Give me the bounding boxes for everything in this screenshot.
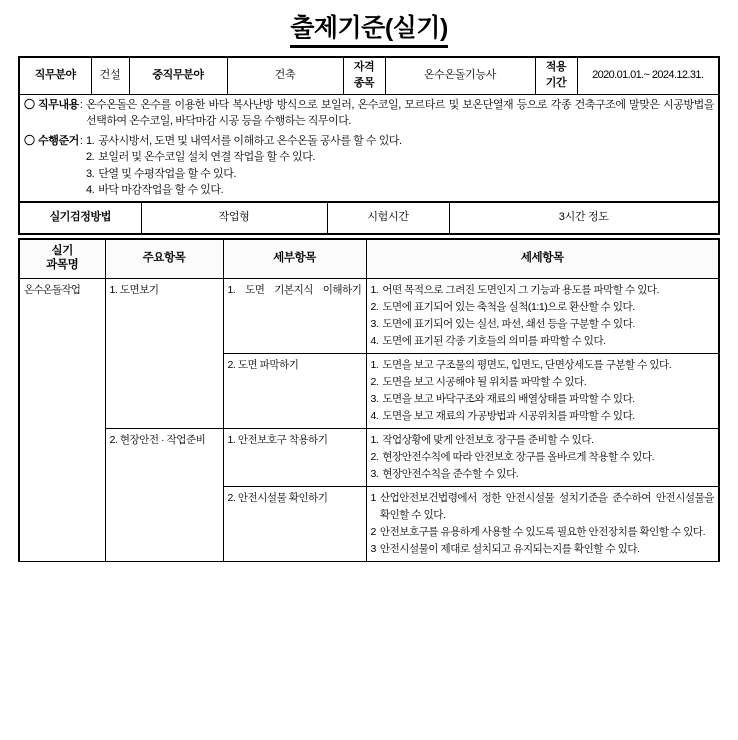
value-job-field: 건설 [91, 57, 129, 94]
sub-item-number: 2. [370, 300, 379, 313]
label-qualification [343, 57, 385, 94]
duty-text: 온수온돌은 온수를 이용한 바닥 복사난방 방식으로 보일러, 온수코일, 모르타르 및 보온단열재 등으로 각종 건축구조에 말맞은 시공방법을 선택하여 온수코일, 바닥마감 시공 등을 수행하는 직무이다. [85, 98, 714, 128]
sub-item-text: 현장안전수칙에 따라 안전보호 장구를 올바르게 착용할 수 있다. [382, 450, 655, 463]
list-item [371, 524, 715, 541]
sub-item-text: 도면을 보고 시공해야 될 위치를 파막할 수 있다. [382, 375, 587, 388]
sub-item-text: 도면에 표기되어 있는 실선, 파선, 쇄선 등을 구분할 수 있다. [382, 317, 635, 330]
list-item [371, 541, 715, 558]
criteria-item-number: 4. [85, 184, 95, 197]
sub-item-number: 1. [370, 283, 379, 296]
criteria-item-number: 3. [85, 167, 95, 180]
label-qualification-line2: 종목 [353, 76, 375, 89]
value-exam-time: 3시간 정도 [449, 202, 719, 234]
label-exam-time: 시험시간 [327, 202, 449, 234]
list-item [371, 466, 715, 483]
sub-item-text: 도면에 표기되어 있는 축척을 실척(1:1)으로 환산할 수 있다. [382, 300, 635, 313]
label-period-line2: 기간 [545, 76, 567, 89]
value-mid-job-field: 건축 [227, 57, 343, 94]
cell-major-item: 2. 현장안전 · 작업준비 [105, 428, 223, 561]
label-period [535, 57, 577, 94]
sub-item-number: 1. [370, 433, 379, 446]
detail-title: 1. 안전보호구 착용하기 [227, 433, 328, 446]
sub-item-list [371, 357, 715, 425]
label-mid-job-field: 중직무분야 [129, 57, 227, 94]
cell-subject-name [19, 278, 105, 561]
duty-content-row [24, 97, 714, 130]
table-row [19, 278, 719, 353]
sub-item-number: 3. [370, 317, 379, 330]
exam-content-table [18, 238, 720, 562]
title-container [0, 0, 738, 54]
column-header-detail: 세부항목 [223, 239, 366, 279]
sub-item-number: 3. [370, 392, 379, 405]
column-header-major: 주요항목 [105, 239, 223, 279]
sub-item-number: 4. [370, 409, 379, 422]
info-row [19, 57, 719, 94]
column-header-sub: 세세항목 [366, 239, 719, 279]
criteria-item-text: 단열 및 수평작업을 할 수 있다. [98, 167, 236, 180]
sub-item-number: 1 [370, 491, 376, 504]
criteria-item-text: 보일러 및 온수코일 설치 연결 작업을 할 수 있다. [98, 151, 316, 164]
column-header-subject-line1: 실기 [51, 245, 73, 258]
sub-item-number: 4. [370, 334, 379, 347]
sub-item-number: 3 [370, 542, 376, 555]
cell-sub-items [366, 278, 719, 353]
criteria-item [86, 182, 714, 199]
cell-detail-item [223, 428, 366, 486]
cell-sub-items [366, 353, 719, 428]
sub-item-text: 도면을 보고 재료의 가공방법과 시공위치를 파막할 수 있다. [382, 409, 635, 422]
list-item [371, 432, 715, 449]
label-period-line1: 적용 [545, 60, 567, 73]
sub-item-text: 도면에 표기된 각종 기호들의 의미를 파막할 수 있다. [382, 334, 606, 347]
column-header-subject-line2: 과목명 [46, 258, 79, 271]
cell-sub-items [366, 428, 719, 486]
cell-detail-item [223, 278, 366, 353]
duty-colon: : [79, 98, 83, 111]
criteria-item-text: 바닥 마감작업을 할 수 있다. [98, 184, 224, 197]
label-exam-method: 실기검정방법 [19, 202, 141, 234]
list-item [371, 299, 715, 316]
sub-item-number: 3. [370, 467, 379, 480]
table-header-row [19, 239, 719, 279]
list-item [371, 391, 715, 408]
circle-bullet-icon: 〇 [24, 134, 35, 147]
table-row [19, 428, 719, 486]
label-qualification-line1: 자격 [353, 60, 375, 73]
description-row [19, 94, 719, 202]
list-item [371, 449, 715, 466]
list-item [371, 333, 715, 350]
value-exam-method: 작업형 [141, 202, 327, 234]
list-item [371, 316, 715, 333]
list-item [371, 490, 715, 524]
criteria-colon: : [79, 134, 83, 147]
list-item [371, 282, 715, 299]
exam-method-table [18, 202, 720, 235]
criteria-item-number: 1. [85, 134, 95, 147]
criteria-item-number: 2. [85, 151, 95, 164]
sub-item-text: 안전시설물이 제대로 설치되고 유지되는지를 확인할 수 있다. [379, 542, 640, 555]
sub-item-list [371, 282, 715, 350]
sub-item-number: 2. [370, 375, 379, 388]
cell-detail-item [223, 353, 366, 428]
criteria-label: 수행준거 [38, 134, 79, 147]
column-header-subject [19, 239, 105, 279]
sub-item-number: 2 [370, 525, 376, 538]
list-item [371, 408, 715, 425]
duty-label: 직무내용 [38, 98, 79, 111]
method-row [19, 202, 719, 234]
criteria-list [86, 133, 714, 199]
subject-label: 온수온돌작업 [24, 283, 81, 296]
page-title: 출제기준(실기) [290, 14, 448, 48]
sub-item-list [371, 490, 715, 558]
sub-item-text: 산업안전보건법령에서 정한 안전시설물 설치기준을 준수하여 안전시설물을 확인할 수 있다. [379, 491, 714, 521]
cell-sub-items [366, 486, 719, 561]
value-qualification: 온수온돌기능사 [385, 57, 535, 94]
sub-item-text: 현장안전수칙을 준수할 수 있다. [382, 467, 519, 480]
sub-item-text: 어떤 목적으로 그려진 도면인지 그 기능과 용도를 파막할 수 있다. [382, 283, 660, 296]
criteria-item [86, 149, 714, 166]
sub-item-number: 1. [370, 358, 379, 371]
description-cell [19, 94, 719, 202]
criteria-item [86, 133, 714, 150]
sub-item-text: 안전보호구를 유용하게 사용할 수 있도록 필요한 안전장치를 확인할 수 있다. [379, 525, 706, 538]
label-job-field: 직무분야 [19, 57, 91, 94]
sub-item-text: 도면을 보고 바닥구조와 재료의 배열상태를 파막할 수 있다. [382, 392, 635, 405]
qualification-info-table [18, 56, 720, 203]
sub-item-text: 작업상황에 맞게 안전보호 장구를 준비할 수 있다. [382, 433, 594, 446]
criteria-item-text: 공사시방서, 도면 및 내역서를 이해하고 온수온돌 공사를 할 수 있다. [98, 134, 402, 147]
detail-title: 2. 안전시설물 확인하기 [227, 491, 328, 504]
circle-bullet-icon: 〇 [24, 98, 35, 111]
value-period: 2020.01.01.~ 2024.12.31. [577, 57, 719, 94]
criteria-row [24, 133, 714, 199]
sub-item-list [371, 432, 715, 483]
detail-title: 1. 도면 기본지식 이해하기 [227, 283, 362, 296]
sub-item-number: 2. [370, 450, 379, 463]
list-item [371, 374, 715, 391]
sub-item-text: 도면을 보고 구조물의 평면도, 입면도, 단면상세도를 구분할 수 있다. [382, 358, 672, 371]
cell-detail-item [223, 486, 366, 561]
cell-major-item: 1. 도면보기 [105, 278, 223, 428]
list-item [371, 357, 715, 374]
criteria-item [86, 166, 714, 183]
detail-title: 2. 도면 파막하기 [227, 358, 299, 371]
